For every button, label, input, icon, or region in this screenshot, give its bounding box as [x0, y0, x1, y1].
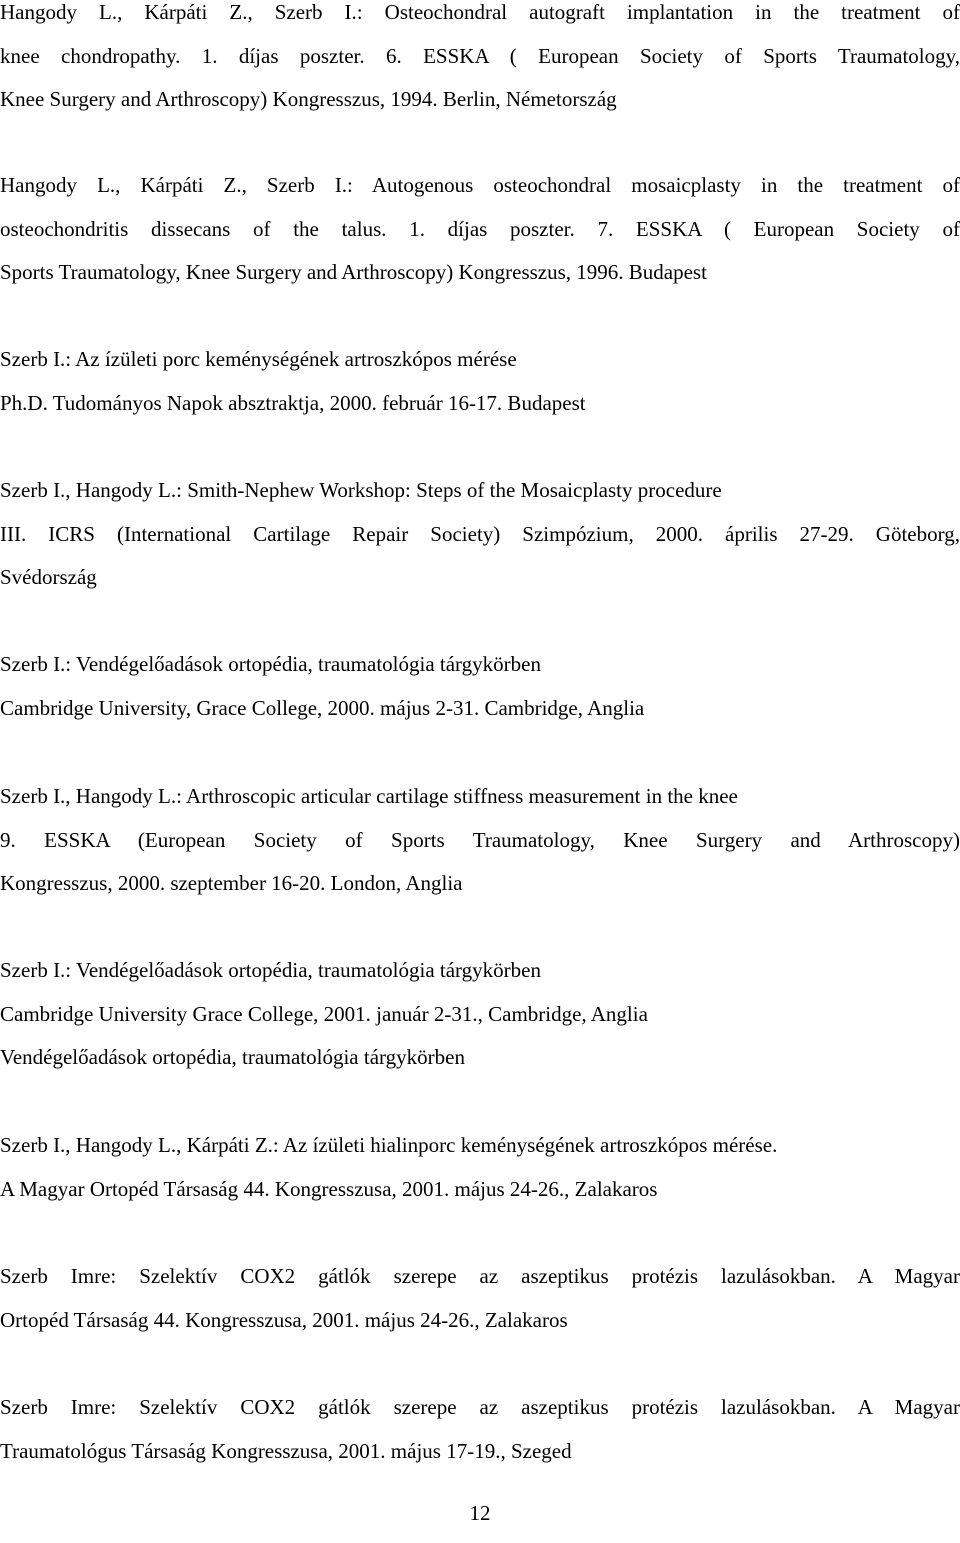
reference-line: Traumatológus Társaság Kongresszusa, 2001. május 17-19., Szeged	[0, 1438, 572, 1463]
reference-line: Szerb I., Hangody L., Kárpáti Z.: Az ízületi hialinporc keménységének artroszkópos mérése.	[0, 1133, 778, 1157]
reference-line: Hangody L., Kárpáti Z., Szerb I.: Osteochondral autograft implantation in the treatment of	[0, 0, 960, 24]
reference-entry	[0, 1386, 960, 1473]
reference-line: Svédország	[0, 565, 97, 589]
reference-line: Cambridge University Grace College, 2001. január 2-31., Cambridge, Anglia	[0, 1001, 648, 1026]
reference-line: Sports Traumatology, Knee Surgery and Arthroscopy) Kongresszus, 1996. Budapest	[0, 260, 707, 284]
reference-line: Szerb I., Hangody L.: Smith-Nephew Workshop: Steps of the Mosaicplasty procedure	[0, 478, 722, 502]
reference-line: Szerb Imre: Szelektív COX2 gátlók szerepe az aszeptikus protézis lazulásokban. A Magyar	[0, 1264, 960, 1288]
reference-entry	[0, 949, 960, 1080]
reference-line: Szerb Imre: Szelektív COX2 gátlók szerepe az aszeptikus protézis lazulásokban. A Magyar	[0, 1395, 960, 1419]
reference-entry	[0, 338, 960, 425]
reference-line: osteochondritis dissecans of the talus. 1. díjas poszter. 7. ESSKA ( European Society of	[0, 216, 960, 241]
reference-entry	[0, 469, 960, 600]
reference-entry	[0, 1124, 960, 1211]
reference-line: A Magyar Ortopéd Társaság 44. Kongresszusa, 2001. május 24-26., Zalakaros	[0, 1176, 658, 1201]
reference-line: Szerb I., Hangody L.: Arthroscopic articular cartilage stiffness measurement in the knee	[0, 784, 738, 808]
reference-entry	[0, 775, 960, 906]
reference-entry	[0, 0, 960, 122]
reference-line: Ph.D. Tudományos Napok absztraktja, 2000. február 16-17. Budapest	[0, 390, 586, 415]
reference-entry	[0, 1255, 960, 1342]
reference-entry	[0, 164, 960, 295]
reference-line: Ortopéd Társaság 44. Kongresszusa, 2001. május 24-26., Zalakaros	[0, 1307, 568, 1332]
reference-line: knee chondropathy. 1. díjas poszter. 6. ESSKA ( European Society of Sports Traumatology,	[0, 43, 960, 68]
reference-line: Szerb I.: Vendégelőadások ortopédia, traumatológia tárgykörben	[0, 958, 541, 982]
reference-entry	[0, 643, 960, 730]
reference-line: Cambridge University, Grace College, 2000. május 2-31. Cambridge, Anglia	[0, 695, 645, 720]
reference-line: 9. ESSKA (European Society of Sports Traumatology, Knee Surgery and Arthroscopy)	[0, 827, 960, 852]
reference-line: III. ICRS (International Cartilage Repair Society) Szimpózium, 2000. április 27-29. Göteborg,	[0, 521, 960, 546]
reference-line: Knee Surgery and Arthroscopy) Kongresszus, 1994. Berlin, Németország	[0, 87, 617, 111]
reference-line: Vendégelőadások ortopédia, traumatológia tárgykörben	[0, 1045, 465, 1069]
reference-line: Kongresszus, 2000. szeptember 16-20. London, Anglia	[0, 871, 463, 895]
reference-line: Szerb I.: Vendégelőadások ortopédia, traumatológia tárgykörben	[0, 652, 541, 676]
reference-line: Szerb I.: Az ízületi porc keménységének artroszkópos mérése	[0, 347, 517, 371]
reference-line: Hangody L., Kárpáti Z., Szerb I.: Autogenous osteochondral mosaicplasty in the treatment of	[0, 173, 960, 197]
page-number: 12	[469, 1501, 491, 1525]
